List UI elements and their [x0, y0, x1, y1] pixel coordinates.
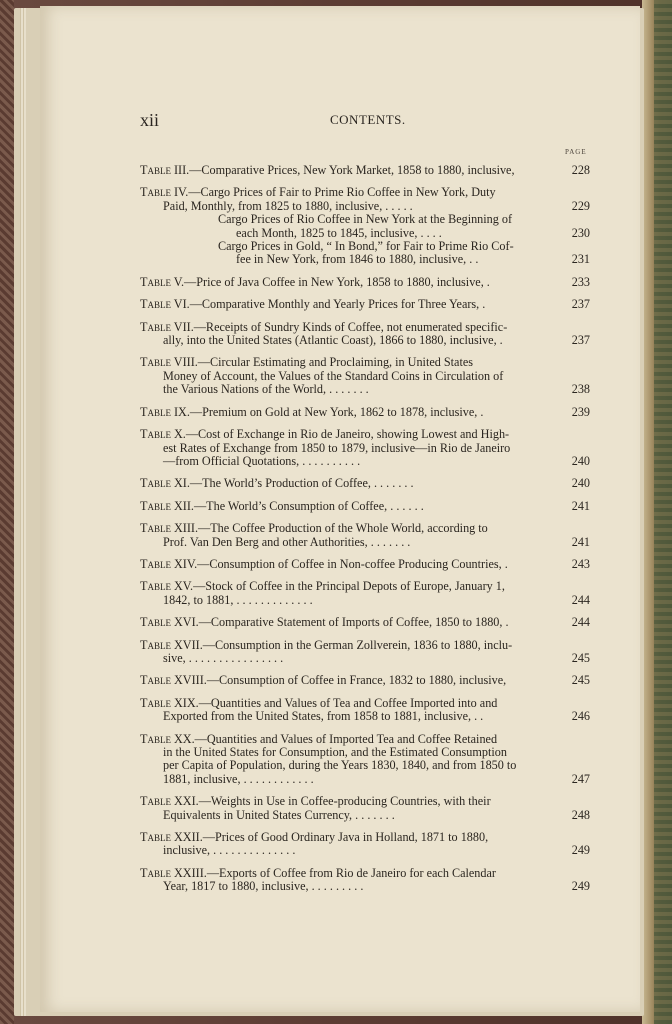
entry-text: —from Official Quotations, . . . . . . . . . .: [163, 453, 361, 468]
toc-line: [140, 321, 590, 334]
toc-entry: [140, 580, 590, 607]
toc-entry: [140, 186, 590, 266]
table-label: Table: [140, 556, 171, 571]
table-label: Table: [140, 355, 171, 370]
entry-text: Exported from the United States, from 1858 to 1881, inclusive, . .: [163, 709, 484, 724]
contents-page: [40, 6, 640, 1012]
toc-line: [140, 639, 590, 652]
toc-line: [140, 253, 590, 266]
toc-line: [140, 522, 590, 535]
page-number: 237: [571, 297, 590, 312]
running-head: CONTENTS.: [330, 112, 406, 127]
entry-text: Cargo Prices in Gold, “ In Bond,” for Fair to Prime Rio Cof-: [218, 239, 514, 254]
toc-line: [140, 536, 590, 549]
entry-text: XVII.—Consumption in the German Zollverein, 1836 to 1880, inclu-: [174, 637, 513, 652]
toc-line: [140, 580, 590, 593]
table-label: Table: [140, 476, 171, 491]
table-label: Table: [140, 794, 171, 809]
toc-entry: [140, 500, 590, 513]
entry-text: VII.—Receipts of Sundry Kinds of Coffee, not enumerated specific-: [173, 319, 508, 334]
toc-line: [140, 831, 590, 844]
toc-line: [140, 594, 590, 607]
toc-line: [140, 616, 590, 629]
page-number: 229: [571, 198, 590, 213]
entry-text: IX.—Premium on Gold at New York, 1862 to 1878, inclusive, .: [174, 404, 484, 419]
page-number: 244: [571, 615, 590, 630]
entry-text: IV.—Cargo Prices of Fair to Prime Rio Coffee in New York, Duty: [174, 185, 496, 200]
toc-line: [140, 746, 590, 759]
entry-text: XI.—The World’s Production of Coffee, . . . . . . .: [174, 476, 414, 491]
toc-line: [140, 383, 590, 396]
toc-entry: [140, 639, 590, 666]
toc-line: [140, 674, 590, 687]
toc-line: [140, 356, 590, 369]
entry-text: X.—Cost of Exchange in Rio de Janeiro, showing Lowest and High-: [174, 427, 510, 442]
table-label: Table: [140, 185, 171, 200]
toc-line: [140, 880, 590, 893]
page-header: [40, 110, 640, 134]
toc-entry: [140, 558, 590, 571]
table-label: Table: [140, 731, 171, 746]
toc-line: [140, 442, 590, 455]
table-label: Table: [140, 521, 171, 536]
toc-entry: [140, 522, 590, 549]
toc-line: [140, 867, 590, 880]
entry-text: Prof. Van Den Berg and other Authorities, . . . . . . .: [163, 534, 411, 549]
table-label: Table: [140, 865, 171, 880]
toc-line: [140, 809, 590, 822]
table-label: Table: [140, 163, 171, 177]
binding-strip: [0, 0, 14, 1024]
page-number: 241: [571, 498, 590, 513]
toc-line: [140, 759, 590, 772]
page-number: 249: [571, 879, 590, 894]
table-label: Table: [140, 404, 171, 419]
entry-text: 1881, inclusive, . . . . . . . . . . . .: [163, 771, 314, 786]
toc-entry: [140, 697, 590, 724]
page-number: 240: [571, 453, 590, 468]
toc-line: [140, 477, 590, 490]
table-of-contents: [140, 164, 590, 903]
page-number: 245: [571, 673, 590, 688]
toc-entry: [140, 356, 590, 396]
page-number: 228: [571, 163, 590, 177]
toc-entry: [140, 616, 590, 629]
toc-line: [140, 500, 590, 513]
toc-entry: [140, 867, 590, 894]
toc-line: [140, 428, 590, 441]
toc-line: [140, 733, 590, 746]
toc-line: [140, 710, 590, 723]
entry-text: XXIII.—Exports of Coffee from Rio de Janeiro for each Calendar: [174, 865, 496, 880]
toc-entry: [140, 733, 590, 787]
entry-text: XXI.—Weights in Use in Coffee-producing Countries, with their: [174, 794, 491, 809]
table-label: Table: [140, 637, 171, 652]
entry-text: Cargo Prices of Rio Coffee in New York at the Beginning of: [218, 212, 513, 227]
entry-text: ally, into the United States (Atlantic Coast), 1866 to 1880, inclusive, .: [163, 333, 503, 348]
entry-text: XII.—The World’s Consumption of Coffee, . . . . . .: [174, 498, 424, 513]
entry-text: the Various Nations of the World, . . . . . . .: [163, 382, 369, 397]
entry-text: XIV.—Consumption of Coffee in Non-coffee Producing Countries, .: [174, 556, 508, 571]
entry-text: inclusive, . . . . . . . . . . . . . .: [163, 843, 296, 858]
toc-line: [140, 213, 590, 226]
toc-entry: [140, 674, 590, 687]
toc-entry: [140, 428, 590, 468]
entry-text: XIX.—Quantities and Values of Tea and Coffee Imported into and: [174, 695, 498, 710]
page-number: 238: [571, 382, 590, 397]
page-number: 233: [571, 274, 590, 289]
entry-text: est Rates of Exchange from 1850 to 1879, inclusive—in Rio de Janeiro: [163, 440, 511, 455]
table-label: Table: [140, 615, 171, 630]
cover-edge: [642, 0, 672, 1024]
entry-text: Money of Account, the Values of the Standard Coins in Circulation of: [163, 368, 504, 383]
toc-entry: [140, 795, 590, 822]
page-folio: xii: [140, 110, 160, 130]
page-number: 241: [571, 534, 590, 549]
entry-text: Equivalents in United States Currency, . . . . . . .: [163, 807, 395, 822]
toc-line: [140, 697, 590, 710]
entry-text: XVIII.—Consumption of Coffee in France, 1832 to 1880, inclusive,: [174, 673, 507, 688]
toc-entry: [140, 298, 590, 311]
toc-line: [140, 406, 590, 419]
page-number: 247: [571, 771, 590, 786]
toc-line: [140, 164, 590, 177]
entry-text: III.—Comparative Prices, New York Market, 1858 to 1880, inclusive,: [174, 163, 515, 177]
table-label: Table: [140, 319, 171, 334]
page-number: 244: [571, 592, 590, 607]
page-number: 243: [571, 556, 590, 571]
page-column-label: PAGE: [565, 148, 587, 156]
toc-line: [140, 334, 590, 347]
table-label: Table: [140, 427, 171, 442]
toc-line: [140, 240, 590, 253]
table-label: Table: [140, 297, 171, 312]
entry-text: in the United States for Consumption, and the Estimated Consumption: [163, 745, 507, 759]
page-number: 240: [571, 476, 590, 491]
page-number: 239: [571, 404, 590, 419]
toc-line: [140, 370, 590, 383]
entry-text: VIII.—Circular Estimating and Proclaiming, in United States: [173, 355, 473, 370]
table-label: Table: [140, 673, 171, 688]
toc-line: [140, 200, 590, 213]
entry-text: V.—Price of Java Coffee in New York, 1858 to 1880, inclusive, .: [173, 274, 490, 289]
toc-line: [140, 652, 590, 665]
table-label: Table: [140, 579, 171, 594]
toc-line: [140, 298, 590, 311]
entry-text: XIII.—The Coffee Production of the Whole World, according to: [174, 521, 488, 536]
table-label: Table: [140, 498, 171, 513]
page-number: 231: [571, 252, 590, 267]
toc-entry: [140, 477, 590, 490]
entry-text: per Capita of Population, during the Years 1830, 1840, and from 1850 to: [163, 758, 517, 773]
toc-entry: [140, 406, 590, 419]
entry-text: fee in New York, from 1846 to 1880, inclusive, . .: [236, 252, 479, 267]
page-number: 245: [571, 650, 590, 665]
toc-line: [140, 844, 590, 857]
toc-line: [140, 186, 590, 199]
table-label: Table: [140, 695, 171, 710]
entry-text: XX.—Quantities and Values of Imported Tea and Coffee Retained: [174, 731, 498, 746]
toc-line: [140, 276, 590, 289]
entry-text: each Month, 1825 to 1845, inclusive, . . . .: [236, 225, 442, 240]
toc-entry: [140, 164, 590, 177]
entry-text: XXII.—Prices of Good Ordinary Java in Holland, 1871 to 1880,: [174, 830, 489, 845]
page-number: 248: [571, 807, 590, 822]
entry-text: XV.—Stock of Coffee in the Principal Depots of Europe, January 1,: [174, 579, 505, 594]
toc-entry: [140, 321, 590, 348]
entry-text: Paid, Monthly, from 1825 to 1880, inclusive, . . . . .: [163, 198, 413, 213]
entry-text: VI.—Comparative Monthly and Yearly Prices for Three Years, .: [173, 297, 486, 312]
toc-line: [140, 227, 590, 240]
page-number: 246: [571, 709, 590, 724]
toc-entry: [140, 276, 590, 289]
toc-line: [140, 558, 590, 571]
entry-text: Year, 1817 to 1880, inclusive, . . . . . . . . .: [163, 879, 364, 894]
table-label: Table: [140, 830, 171, 845]
toc-entry: [140, 831, 590, 858]
entry-text: sive, . . . . . . . . . . . . . . . .: [163, 650, 284, 665]
toc-line: [140, 795, 590, 808]
entry-text: 1842, to 1881, . . . . . . . . . . . . .: [163, 592, 313, 607]
toc-line: [140, 773, 590, 786]
page-number: 230: [571, 225, 590, 240]
page-number: 237: [571, 333, 590, 348]
entry-text: XVI.—Comparative Statement of Imports of Coffee, 1850 to 1880, .: [174, 615, 509, 630]
page-number: 249: [571, 843, 590, 858]
toc-line: [140, 455, 590, 468]
table-label: Table: [140, 274, 171, 289]
